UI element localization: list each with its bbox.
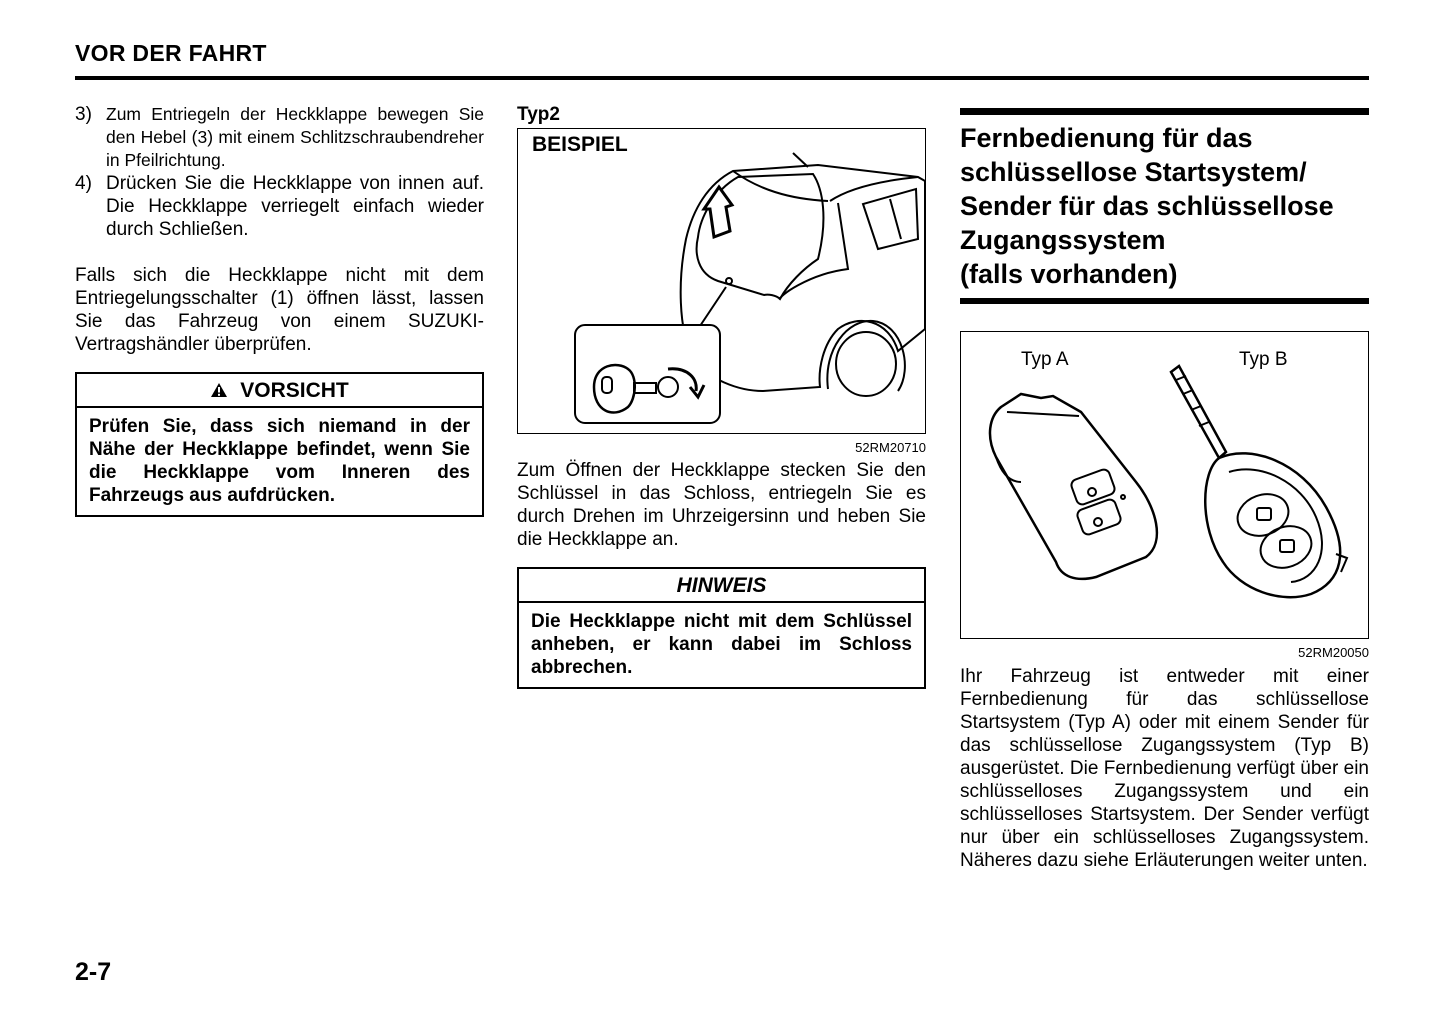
instruction-paragraph: Zum Öffnen der Heckklappe stecken Sie den Schlüssel in das Schloss, entriegeln Sie es durch Drehen im Uhrzeigersinn und heben Sie die Heckklappe an.	[517, 460, 926, 550]
note-title: HINWEIS	[519, 569, 924, 603]
description-paragraph: Ihr Fahrzeug ist entweder mit einer Fernbedienung für das schlüssellose Startsystem (Typ A) oder mit einem Sender für das schlüssellose Zugangssystem (Typ B) ausgerüstet. Die Fernbedienung verfügt über ein schlüsselloses Zugangssystem und ein schlüsselloses Startsystem. Der Sender verfügt nur über ein schlüsselloses Zugangssystem. Näheres dazu siehe Erläuterungen weiter unten.	[960, 666, 1369, 871]
header-rule	[75, 76, 1369, 80]
column-right	[960, 108, 1369, 872]
note-box	[517, 567, 926, 689]
key-figure	[960, 331, 1369, 639]
caution-box	[75, 372, 484, 517]
list-item	[75, 172, 484, 241]
title-line: (falls vorhanden)	[960, 259, 1178, 289]
column-middle	[517, 103, 926, 689]
step-text: Zum Entriegeln der Heckklappe bewegen Sie den Hebel (3) mit einem Schlitzschraubendreher in Pfeilrichtung.	[106, 104, 484, 170]
title-line: Fernbedienung für das	[960, 123, 1253, 153]
title-line: Sender für das schlüssellose	[960, 191, 1334, 221]
section-header: VOR DER FAHRT	[75, 40, 267, 66]
column-left	[75, 103, 484, 517]
step-number: 4)	[75, 173, 92, 194]
figure-label: BEISPIEL	[532, 133, 628, 156]
caution-text: Prüfen Sie, dass sich niemand in der Nähe der Heckklappe befindet, wenn Sie die Heckklappe vom Inneren des Fahrzeugs aus aufdrücken.	[89, 416, 470, 506]
step-number: 3)	[75, 104, 92, 125]
list-item	[75, 103, 484, 172]
subsection-title: Typ2	[517, 104, 560, 125]
warning-icon	[210, 382, 228, 398]
figure-code: 52RM20710	[855, 440, 926, 455]
tailgate-illustration	[518, 129, 927, 433]
figure-label-type-b: Typ B	[1239, 349, 1288, 370]
key-illustration	[961, 332, 1370, 638]
title-line: schlüssellose Startsystem/	[960, 157, 1307, 187]
tailgate-figure	[517, 128, 926, 434]
figure-code: 52RM20050	[1298, 645, 1369, 660]
caution-title-text: VORSICHT	[240, 379, 349, 402]
title-line: Zugangssystem	[960, 225, 1166, 255]
caution-title	[77, 374, 482, 408]
step-text: Drücken Sie die Heckklappe von innen auf. Die Heckklappe verriegelt einfach wieder durch Schließen.	[106, 173, 484, 240]
figure-label-type-a: Typ A	[1021, 349, 1069, 370]
note-text: Die Heckklappe nicht mit dem Schlüssel anheben, er kann dabei im Schloss abbrechen.	[531, 611, 912, 678]
page-number: 2-7	[75, 958, 112, 986]
section-title	[960, 108, 1369, 304]
info-paragraph: Falls sich die Heckklappe nicht mit dem Entriegelungsschalter (1) öffnen lässt, lassen Sie das Fahrzeug von einem SUZUKI-Vertragshändler überprüfen.	[75, 265, 484, 355]
